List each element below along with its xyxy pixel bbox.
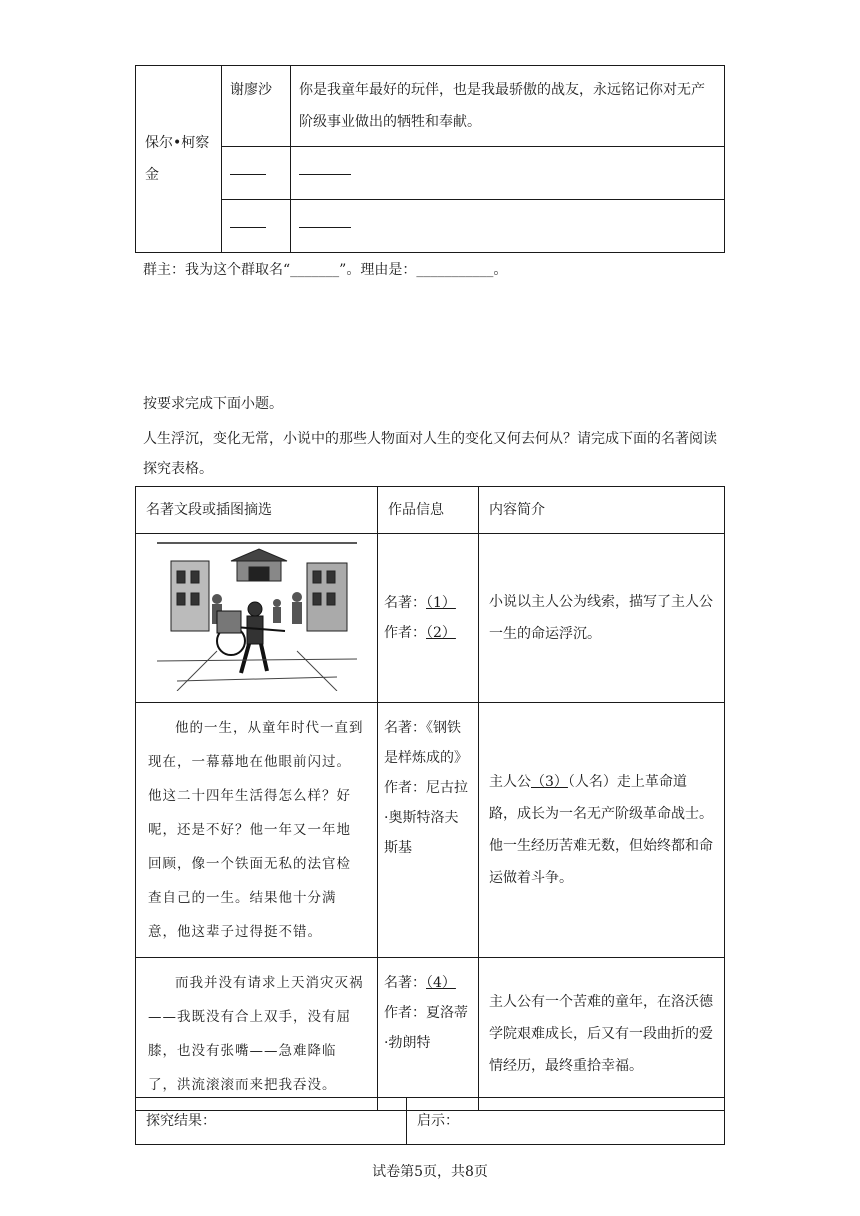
message-blank[interactable]: [299, 156, 351, 175]
reading-exploration-table: [135, 486, 725, 1111]
insight-cell[interactable]: 启示：: [407, 1098, 725, 1145]
blank-3[interactable]: （3）: [531, 774, 568, 790]
blank-name-cell[interactable]: [222, 147, 291, 200]
character-message-table: [135, 65, 725, 253]
character-name-cell: [136, 66, 222, 253]
friend-message: 你是我童年最好的玩伴，也是我最骄傲的战友，永远铭记你对无产阶级事业做出的牺牲和奉献。: [299, 82, 705, 130]
rickshaw-street-illustration: [157, 541, 357, 691]
header-info: 作品信息: [378, 487, 479, 534]
illustration-cell: [136, 534, 378, 703]
summary-cell-3: 主人公有一个苦难的童年，在洛沃德学院艰难成长，后又有一段曲折的爱情经历，最终重拾幸福。: [479, 958, 725, 1111]
result-table: [135, 1097, 725, 1145]
page-footer: 试卷第5页，共8页: [372, 1164, 488, 1180]
friend-name: 谢廖沙: [230, 82, 272, 98]
name-blank[interactable]: [230, 156, 266, 175]
work-info-cell-2: 名著：《钢铁是样炼成的》 作者：尼古拉·奥斯特洛夫斯基: [378, 703, 479, 958]
work-info-cell-1: 名著：（1） 作者：（2）: [378, 534, 479, 703]
passage-cell-3: 而我并没有请求上天消灾灭祸——我既没有合上双手，没有屈膝，也没有张嘴——急难降临了，洪流滚滚而来把我吞没。: [136, 958, 378, 1111]
intro-text: 人生浮沉，变化无常，小说中的那些人物面对人生的变化又何去何从？请完成下面的名著阅读探究表格。: [143, 431, 717, 477]
blank-name-cell[interactable]: [222, 200, 291, 253]
blank-message-cell[interactable]: [291, 147, 725, 200]
friend-name-cell: [222, 66, 291, 147]
message-blank[interactable]: [299, 209, 351, 228]
blank-message-cell[interactable]: [291, 200, 725, 253]
group-owner-line: 群主：我为这个群取名“_______”。理由是：___________。: [143, 262, 508, 278]
header-summary: 内容简介: [479, 487, 725, 534]
summary-cell-2: 主人公（3）（人名）走上革命道路，成长为一名无产阶级革命战士。他一生经历苦难无数，但始终都和命运做着斗争。: [479, 703, 725, 958]
summary-cell-1: 小说以主人公为线索，描写了主人公一生的命运浮沉。: [479, 534, 725, 703]
blank-2[interactable]: （2）: [426, 625, 456, 641]
friend-message-cell: [291, 66, 725, 147]
blank-4[interactable]: （4）: [426, 975, 456, 991]
character-name: 保尔•柯察金: [145, 135, 210, 183]
instruction: 按要求完成下面小题。: [143, 396, 283, 412]
result-cell[interactable]: 探究结果：: [136, 1098, 407, 1145]
blank-1[interactable]: （1）: [426, 595, 456, 611]
name-blank[interactable]: [230, 209, 266, 228]
passage-cell-2: 他的一生，从童年时代一直到现在，一幕幕地在他眼前闪过。他这二十四年生活得怎么样？好呢，还是不好？他一年又一年地回顾，像一个铁面无私的法官检查自己的一生。结果他十分满意，他这辈子过得挺不错。: [136, 703, 378, 958]
work-info-cell-3: 名著：（4） 作者：夏洛蒂·勃朗特: [378, 958, 479, 1111]
header-excerpt: 名著文段或插图摘选: [136, 487, 378, 534]
